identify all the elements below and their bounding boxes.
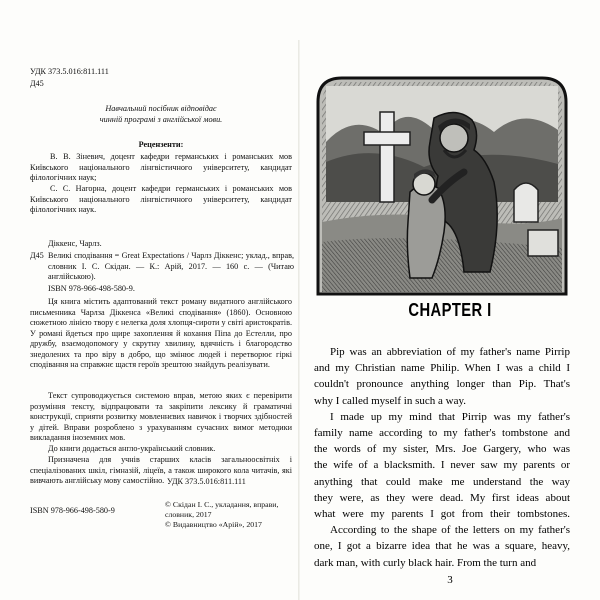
page-number: 3 (447, 573, 453, 586)
reviewer-2: С. С. Нагорна, доцент кафедри германських і романських мов Київського національного лінгвістичного університету, кандидат філологічних наук. (30, 184, 292, 214)
approval-note-line-2: чинній програмі з англійської мови. (99, 115, 223, 124)
bib-code: Д45 (30, 251, 44, 260)
annotation-paragraph-2: Текст супроводжується системою вправ, метою яких є перевірити розуміння тексту, відпрацювати та закріпити лексику й граматичні конструкції, сприяти розвитку мовленнєвих навичок і творчих здібностей у дітей. Вправи розроблено з урахуванням сучасних вимог методики викладання іноземних мов. (30, 391, 292, 442)
copyright-2: © Видавництво «Арій», 2017 (165, 520, 262, 529)
body-line-11: what were my parents I got from their tombstones. (314, 508, 570, 520)
bbk-code: Д45 (30, 79, 44, 88)
annotation-paragraph-3: До книги додається англо-український словник. (48, 444, 216, 453)
body-line-5: I made up my mind that Pirrip was my father's (330, 410, 570, 423)
copyright-1: © Скідан І. С., укладання, вправи, словник, 2017 (165, 500, 279, 519)
isbn-top: ISBN 978-966-498-580-9. (48, 284, 135, 293)
body-line-7: the words of my sister, Mrs. Joe Gargery, who was (314, 443, 570, 456)
isbn-bottom: ISBN 978-966-498-580-9 (30, 506, 115, 515)
body-line-3: couldn't pronounce anything longer than Pip. That's (314, 378, 570, 391)
body-line-9: anything that could make me understand the way (314, 475, 570, 488)
udk-code-bottom: УДК 373.5.016:811.111 (167, 477, 246, 486)
annotation-paragraph-4: Призначена для учнів старших класів загальноосвітніх і спеціалізованих шкіл, гімназій, ліцеїв, а також широкого кола читачів, які вивчають англійську мову самостійно. (30, 455, 292, 485)
chapter-illustration (314, 72, 570, 296)
approval-note-line-1: Навчальний посібник відповідає (105, 104, 217, 113)
body-line-6: family name according to my father's tombstone and (314, 427, 570, 439)
body-line-1: Pip was an abbreviation of my father's name Pirrip (330, 346, 570, 358)
udk-code: УДК 373.5.016:811.111 (30, 67, 109, 76)
imprint-page (0, 0, 298, 600)
reviewer-1: В. В. Зіневич, доцент кафедри германських і романських мов Київського національного лінгвістичного університету, кандидат філологічних наук; (30, 152, 292, 182)
body-line-10: they were, as they were dead. My first ideas about (314, 491, 570, 504)
chapter-title: CHAPTER I (408, 300, 492, 320)
body-line-13: one, I got a bizarre idea that he was a square, heavy, (314, 540, 570, 553)
body-line-4: why I called myself in such a way. (314, 394, 467, 407)
bib-description: Великі сподівання = Great Expectations / Чарлз Діккенс; уклад., вправ, словник І. С. Скідан. — К.: Арій, 2017. — 160 с. — (Читаю англійською). (48, 251, 294, 281)
bib-author: Діккенс, Чарлз. (48, 239, 102, 248)
body-line-12: According to the shape of the letters on my father's (330, 524, 570, 537)
body-line-14: dark man, with curly black hair. From the turn and (314, 556, 537, 569)
body-line-8: the wife of a blacksmith. I never saw my parents or (314, 459, 570, 472)
reviewers-heading: Рецензенти: (138, 140, 184, 149)
annotation-paragraph-1: Ця книга містить адаптований текст роману видатного англійського письменника Чарлза Діккенса «Великі сподівання» (1860). Основною сюжетною лінією твору є нелегка доля хлопця-сироти у світі аристократів. У романі йдеться про щире захоплення й кохання Піпа до Естелли, про дружбу, взаємодопомогу у скрутну хвилину, вдячність і благородство знедолених та про віру в добро, що змінює людей і перетворює гіркі сподівання на справжнє щастя героїв зрештою знайдуть реалізувати. (30, 297, 292, 369)
body-line-2: and my Christian name Philip. When I was a child I (314, 362, 570, 375)
